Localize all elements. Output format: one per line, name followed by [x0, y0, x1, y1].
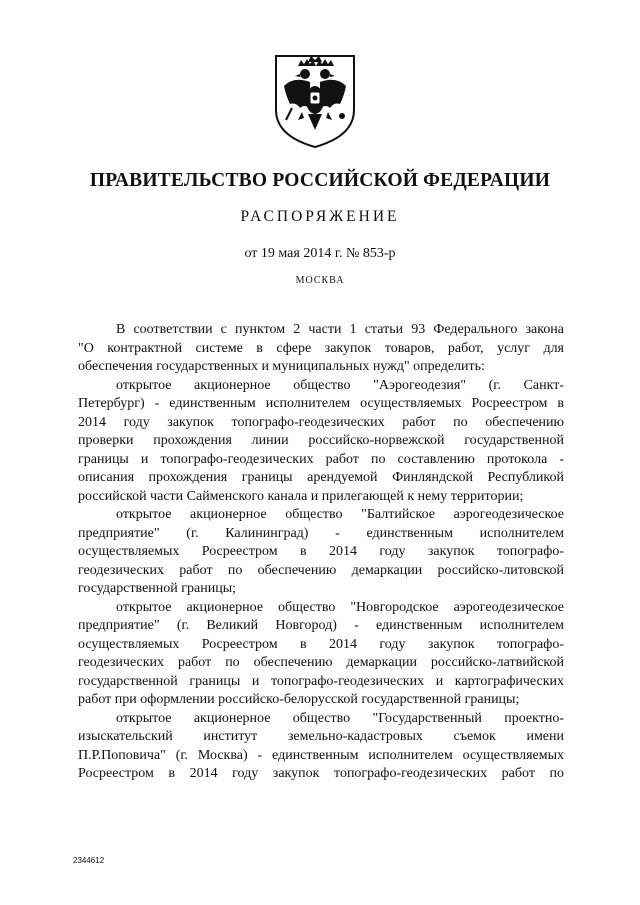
document-id: 2344612 — [73, 856, 105, 865]
document-type: РАСПОРЯЖЕНИЕ — [240, 208, 400, 225]
text-line: предприятие" (г. Великий Новгород) - единственным исполнителем — [78, 618, 564, 633]
text-line: предприятие" (г. Калининград) - единственным исполнителем — [78, 525, 564, 541]
text-line: проверки прохождения линии российско-норвежской государственной — [78, 433, 564, 448]
text-line: работ при оформлении российско-белорусской государственной границы; — [78, 692, 520, 707]
text-line: описания прохождения границы арендуемой Финляндской Республикой — [78, 470, 564, 485]
text-line: Росреестром в 2014 году закупок топографо-геодезических работ по — [78, 766, 564, 781]
paragraph — [78, 599, 564, 710]
page-title: ПРАВИТЕЛЬСТВО РОССИЙСКОЙ ФЕДЕРАЦИИ — [89, 170, 551, 191]
document-date-number: от 19 мая 2014 г. № 853-р — [244, 246, 396, 261]
russian-coat-of-arms-icon — [272, 52, 358, 150]
text-line: Петербург) - единственным исполнителем осуществляемых Росреестром в — [78, 396, 564, 411]
document-city: МОСКВА — [295, 275, 345, 286]
text-line: геодезических работ по обеспечению демаркации российско-латвийской — [78, 655, 564, 670]
text-line: обеспечения государственных и муниципальных нужд" определить: — [78, 359, 485, 374]
text-line: открытое акционерное общество "Аэрогеодезия" (г. Санкт- — [116, 377, 564, 393]
text-line: осуществляемых Росреестром в 2014 году закупок топографо- — [78, 544, 564, 559]
text-line: 2014 году закупок топографо-геодезических работ по обеспечению — [78, 414, 564, 430]
text-line: государственной границы; — [78, 581, 237, 596]
text-line: "О контрактной системе в сфере закупок товаров, работ, услуг для — [78, 340, 564, 356]
text-line: государственной границы и топографо-геодезических и картографических — [78, 673, 564, 689]
text-line: осуществляемых Росреестром в 2014 году закупок топографо- — [78, 636, 564, 652]
text-line: российской части Сайменского канала и прилегающей к нему территории; — [78, 488, 524, 504]
text-line: открытое акционерное общество "Новгородское аэрогеодезическое — [116, 599, 564, 615]
paragraph — [78, 321, 564, 377]
text-line: изыскательский институт земельно-кадастровых съемок имени — [78, 729, 564, 744]
text-line: геодезических работ по обеспечению демаркации российско-литовской — [78, 562, 564, 578]
text-line: границы и топографо-геодезических работ по составлению протокола - — [78, 451, 564, 467]
text-line: открытое акционерное общество "Государственный проектно- — [116, 710, 564, 726]
text-line: открытое акционерное общество "Балтийское аэрогеодезическое — [116, 507, 564, 522]
document-body — [78, 321, 564, 784]
paragraph — [78, 710, 564, 784]
text-line: В соответствии с пунктом 2 части 1 статьи 93 Федерального закона — [116, 322, 564, 337]
text-line: П.Р.Поповича" (г. Москва) - единственным исполнителем осуществляемых — [78, 747, 564, 763]
paragraph — [78, 377, 564, 507]
paragraph — [78, 506, 564, 599]
